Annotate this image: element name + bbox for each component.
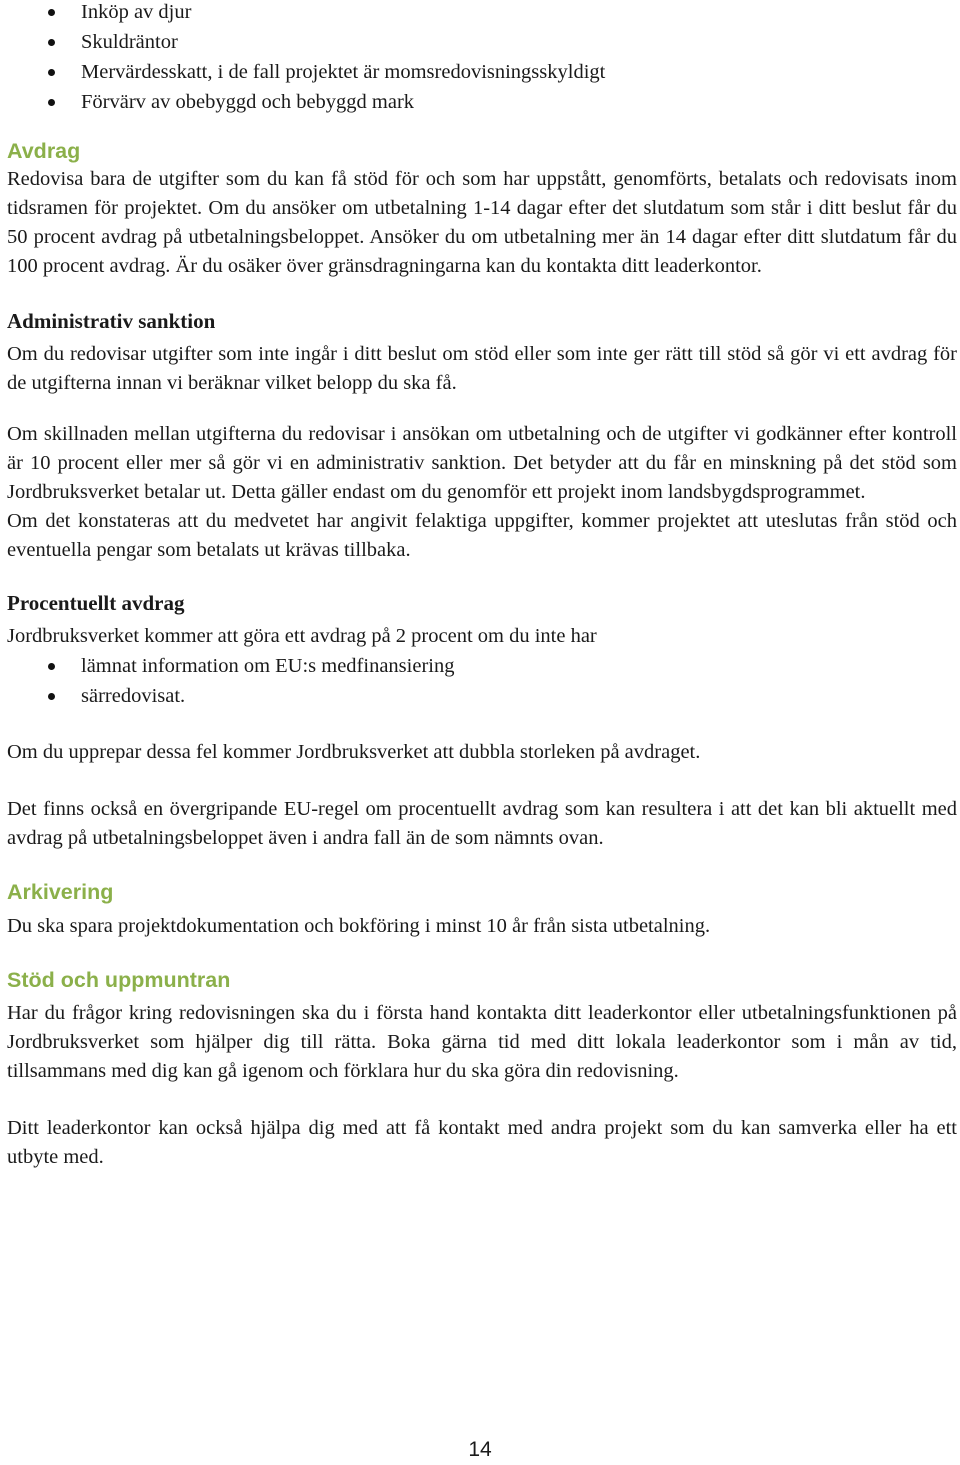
list-item-text: lämnat information om EU:s medfinansiering: [81, 655, 455, 677]
arkivering-paragraph: Du ska spara projektdokumentation och bokföring i minst 10 år från sista utbetalning.: [7, 915, 711, 937]
list-item: [7, 27, 957, 57]
avdrag-paragraph: Redovisa bara de utgifter som du kan få stöd för och som har uppstått, genomförts, betalats och redovisats inom tidsramen för projektet. Om du ansöker om utbetalning 1-14 dagar efter det slutdatum som står i ditt beslut får du 50 procent avdrag på utbetalningsbeloppet. Ansöker du om utbetalning mer än 14 dagar efter ditt slutdatum får du 100 procent avdrag. Är du osäker över gränsdragningarna kan du kontakta ditt leaderkontor.: [7, 168, 957, 277]
procentuellt-paragraph-2: Det finns också en övergripande EU-regel om procentuellt avdrag som kan resultera i att det kan bli aktuellt med avdrag på utbetalningsbeloppet även i andra fall än de som nämnts ovan.: [7, 798, 957, 849]
procentuellt-list: [7, 651, 957, 711]
bullet-icon: [48, 693, 55, 700]
bullet-icon: [48, 663, 55, 670]
heading-arkivering: Arkivering: [7, 880, 114, 904]
heading-stod-och-uppmuntran: Stöd och uppmuntran: [7, 968, 231, 992]
bullet-icon: [48, 99, 55, 106]
excluded-costs-list: [7, 0, 957, 117]
heading-avdrag: Avdrag: [7, 139, 81, 163]
list-item: [7, 87, 957, 117]
list-item-text: särredovisat.: [81, 685, 186, 707]
stod-paragraph-2: Ditt leaderkontor kan också hjälpa dig med att få kontakt med andra projekt som du kan samverka eller ha ett utbyte med.: [7, 1117, 957, 1168]
heading-procentuellt-avdrag: Procentuellt avdrag: [7, 591, 185, 615]
procentuellt-intro: Jordbruksverket kommer att göra ett avdrag på 2 procent om du inte har: [7, 625, 597, 647]
page-number: 14: [468, 1438, 492, 1461]
administrativ-paragraph-2: Om skillnaden mellan utgifterna du redovisar i ansökan om utbetalning och de utgifter vi godkänner efter kontroll är 10 procent eller mer så gör vi en administrativ sanktion. Det betyder att du får en minskning på det stöd som Jordbruksverket betalar ut. Detta gäller endast om du genomför ett projekt inom landsbygdsprogrammet.: [7, 423, 957, 503]
administrativ-paragraph-3: Om det konstateras att du medvetet har angivit felaktiga uppgifter, kommer projektet att uteslutas från stöd och eventuella pengar som betalats ut krävas tillbaka.: [7, 510, 957, 561]
list-item: [7, 57, 957, 87]
list-item-text: Inköp av djur: [81, 1, 192, 23]
list-item: [7, 681, 957, 711]
bullet-icon: [48, 9, 55, 16]
list-item: [7, 0, 957, 27]
procentuellt-paragraph-1: Om du upprepar dessa fel kommer Jordbruksverket att dubbla storleken på avdraget.: [7, 741, 701, 763]
list-item-text: Skuldräntor: [81, 31, 178, 53]
bullet-icon: [48, 39, 55, 46]
document-page: [7, 0, 957, 1172]
list-item: [7, 651, 957, 681]
list-item-text: Förvärv av obebyggd och bebyggd mark: [81, 91, 415, 113]
list-item-text: Mervärdesskatt, i de fall projektet är momsredovisningsskyldigt: [81, 61, 606, 83]
bullet-icon: [48, 69, 55, 76]
heading-administrativ-sanktion: Administrativ sanktion: [7, 309, 216, 333]
stod-paragraph-1: Har du frågor kring redovisningen ska du i första hand kontakta ditt leaderkontor eller utbetalningsfunktionen på Jordbruksverket som hjälper dig till rätta. Boka gärna tid med ditt lokala leaderkontor som i mån av tid, tillsammans med dig kan gå igenom och förklara hur du ska göra din redovisning.: [7, 1002, 957, 1082]
administrativ-paragraph-1: Om du redovisar utgifter som inte ingår i ditt beslut om stöd eller som inte ger rätt till stöd så gör vi ett avdrag för de utgifterna innan vi beräknar vilket belopp du ska få.: [7, 343, 957, 394]
